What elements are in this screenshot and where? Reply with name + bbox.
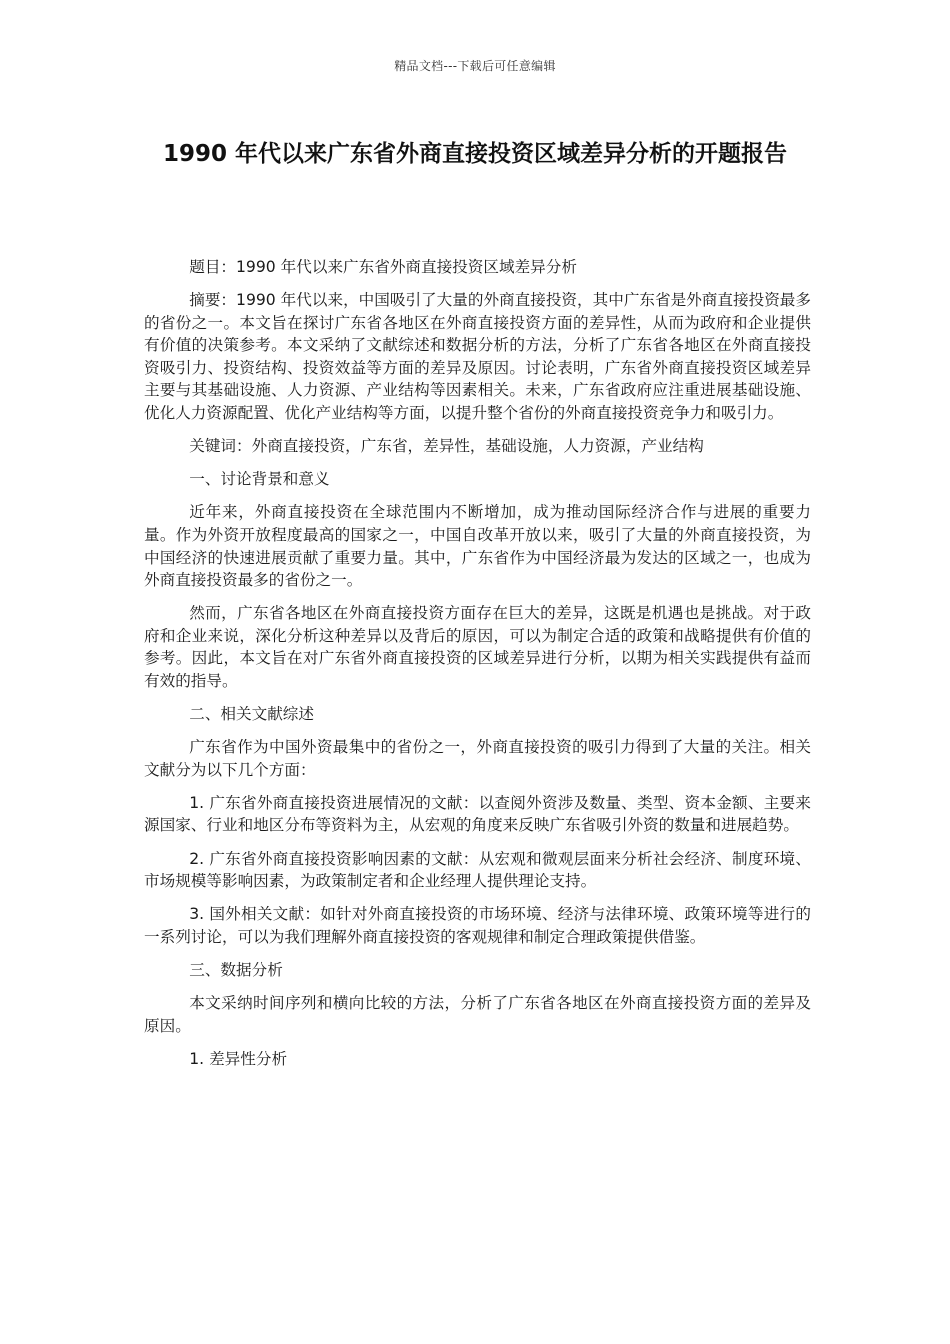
section-heading-literature: 二、相关文献综述 xyxy=(189,705,314,724)
body-paragraph: 然而，广东省各地区在外商直接投资方面存在巨大的差异，这既是机遇也是挑战。对于政府和企业来说，深化分析这种差异以及背后的原因，可以为制定合适的政策和战略提供有价值的参考。因此，本文旨在对广东省外商直接投资的区域差异进行分析，以期为相关实践提供有益而有效的指导。 xyxy=(144,604,811,690)
body-paragraph: 本文采纳时间序列和横向比较的方法，分析了广东省各地区在外商直接投资方面的差异及原因。 xyxy=(144,994,811,1035)
subsection-heading: 1. 差异性分析 xyxy=(189,1049,288,1068)
abstract-paragraph: 摘要：1990 年代以来，中国吸引了大量的外商直接投资，其中广东省是外商直接投资最多的省份之一。本文旨在探讨广东省各地区在外商直接投资方面的差异性，从而为政府和企业提供有价值的决策参考。本文采纳了文献综述和数据分析的方法，分析了广东省各地区在外商直接投资吸引力、投资结构、投资效益等方面的差异及原因。讨论表明，广东省外商直接投资区域差异主要与其基础设施、人力资源、产业结构等因素相关。未来，广东省政府应注重进展基础设施、优化人力资源配置、优化产业结构等方面，以提升整个省份的外商直接投资竞争力和吸引力。 xyxy=(144,291,811,423)
body-paragraph: 广东省作为中国外资最集中的省份之一，外商直接投资的吸引力得到了大量的关注。相关文献分为以下几个方面： xyxy=(144,738,811,779)
document-body xyxy=(144,256,811,1081)
topic-line: 题目：1990 年代以来广东省外商直接投资区域差异分析 xyxy=(189,258,577,276)
document-title: 1990 年代以来广东省外商直接投资区域差异分析的开题报告 xyxy=(162,141,788,167)
header-note: 精品文档---下载后可任意编辑 xyxy=(394,59,556,73)
list-item: 2. 广东省外商直接投资影响因素的文献：从宏观和微观层面来分析社会经济、制度环境、市场规模等影响因素，为政策制定者和企业经理人提供理论支持。 xyxy=(144,849,811,891)
section-heading-data: 三、数据分析 xyxy=(189,960,283,979)
list-item: 1. 广东省外商直接投资进展情况的文献：以查阅外资涉及数量、类型、资本金额、主要来源国家、行业和地区分布等资料为主，从宏观的角度来反映广东省吸引外资的数量和进展趋势。 xyxy=(144,793,811,835)
body-paragraph: 近年来，外商直接投资在全球范围内不断增加，成为推动国际经济合作与进展的重要力量。作为外资开放程度最高的国家之一，中国自改革开放以来，吸引了大量的外商直接投资，为中国经济的快速进展贡献了重要力量。其中，广东省作为中国经济最为发达的区域之一，也成为外商直接投资最多的省份之一。 xyxy=(144,503,811,590)
keywords-line: 关键词：外商直接投资，广东省，差异性，基础设施，人力资源，产业结构 xyxy=(189,437,704,456)
list-item: 3. 国外相关文献：如针对外商直接投资的市场环境、经济与法律环境、政策环境等进行的一系列讨论，可以为我们理解外商直接投资的客观规律和制定合理政策提供借鉴。 xyxy=(144,905,811,946)
section-heading-background: 一、讨论背景和意义 xyxy=(189,470,330,489)
